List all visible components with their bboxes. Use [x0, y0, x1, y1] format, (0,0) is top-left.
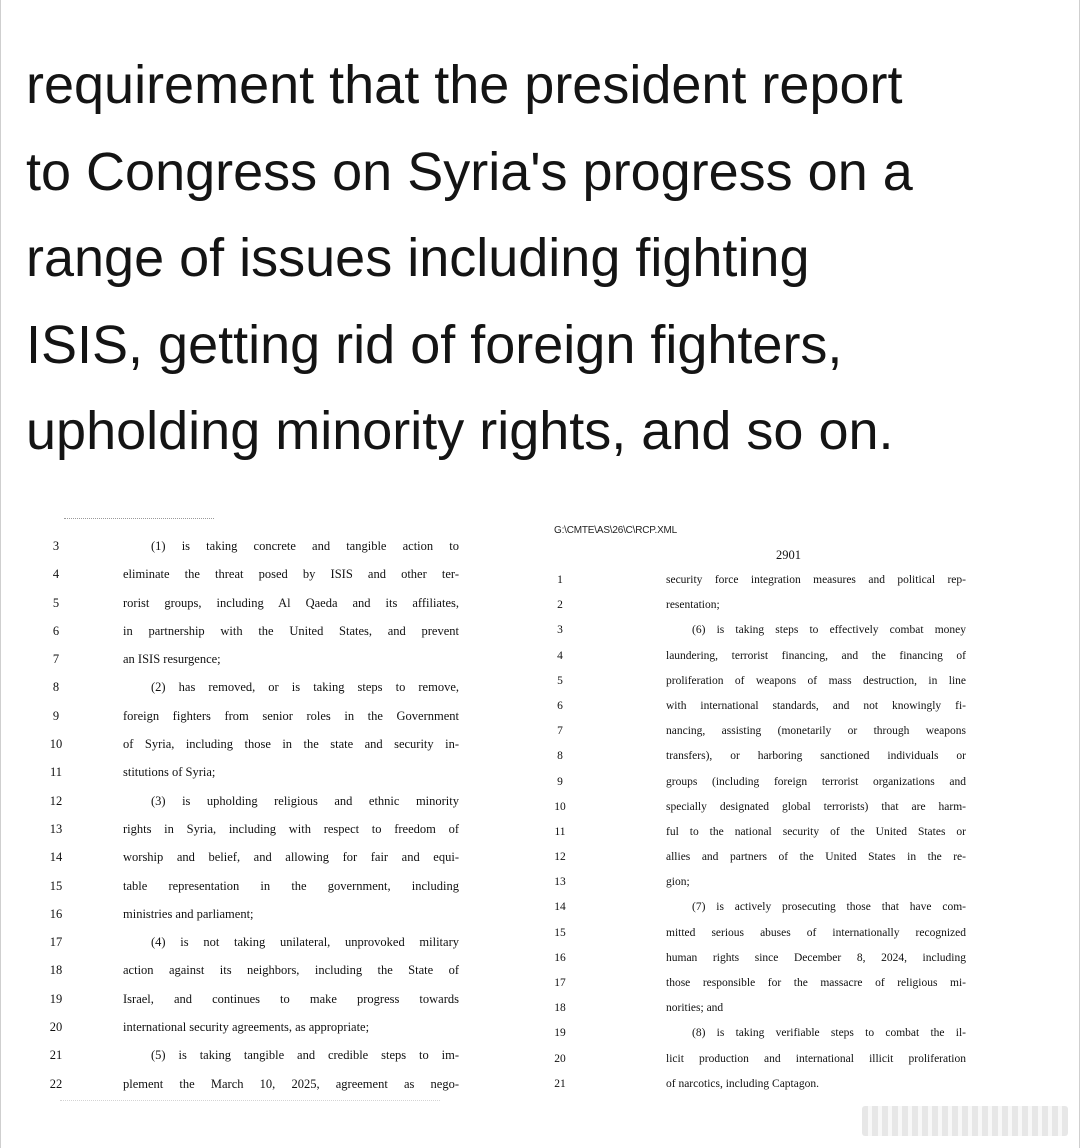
line-number: 8 [557, 750, 563, 763]
line-number: 22 [49, 1076, 63, 1091]
line-number: 11 [554, 825, 566, 838]
page-number: 2901 [776, 548, 801, 562]
line-number: 3 [557, 624, 563, 637]
headline-line: to Congress on Syria's progress on a [26, 141, 913, 202]
line-number: 19 [554, 1027, 566, 1040]
line-number: 20 [554, 1052, 566, 1065]
line-number: 3 [52, 539, 60, 553]
line-text: (5) is taking tangible and credible steps to im- [151, 1048, 459, 1063]
line-text: groups (including foreign terrorist organizations and [666, 775, 966, 788]
line-number: 16 [49, 906, 63, 921]
line-number: 15 [554, 926, 566, 939]
line-text: licit production and international illicit proliferation [666, 1052, 966, 1065]
line-number: 9 [52, 708, 60, 723]
line-text: specially designated global terrorists) that are harm- [666, 800, 966, 813]
line-number: 13 [49, 821, 63, 836]
line-number: 9 [557, 775, 563, 788]
line-number: 20 [49, 1020, 63, 1035]
line-number: 18 [554, 1002, 566, 1015]
line-number: 4 [557, 649, 563, 662]
line-number: 7 [557, 725, 563, 738]
line-number: 7 [52, 652, 60, 667]
post-headline [26, 42, 1066, 475]
line-number: 12 [49, 793, 63, 808]
line-text: proliferation of weapons of mass destruction, in line [666, 674, 966, 687]
line-number: 21 [554, 1077, 566, 1090]
line-text: (4) is not taking unilateral, unprovoked military [151, 935, 459, 950]
line-number: 2 [557, 599, 563, 612]
watermark [862, 1106, 1068, 1136]
line-text: norities; and [666, 1002, 724, 1015]
line-number: 14 [554, 901, 566, 914]
document-page-left [30, 518, 500, 1118]
line-text: security force integration measures and political rep- [666, 574, 966, 586]
line-text: resentation; [666, 599, 720, 612]
headline-line: upholding minority rights, and so on. [26, 401, 894, 461]
file-path: G:\CMTE\AS\26\C\RCP.XML [554, 525, 678, 536]
line-number: 16 [554, 951, 566, 964]
line-number: 4 [52, 567, 60, 582]
line-text: eliminate the threat posed by ISIS and other ter- [123, 567, 459, 582]
line-text: an ISIS resurgence; [123, 652, 221, 667]
line-text: (1) is taking concrete and tangible action to [151, 539, 459, 553]
line-number: 5 [557, 674, 563, 687]
line-number: 12 [554, 851, 566, 864]
line-text: Israel, and continues to make progress towards [123, 991, 459, 1006]
line-text: laundering, terrorist financing, and the financing of [666, 649, 966, 662]
line-text: of narcotics, including Captagon. [666, 1077, 819, 1090]
line-text: (8) is taking verifiable steps to combat the il- [692, 1027, 966, 1040]
line-number: 18 [49, 963, 63, 978]
line-text: of Syria, including those in the state and security in- [123, 737, 459, 752]
line-text: transfers), or harboring sanctioned individuals or [666, 750, 966, 763]
line-text: rorist groups, including Al Qaeda and its affiliates, [123, 595, 459, 610]
line-text: with international standards, and not knowingly fi- [666, 699, 966, 712]
document-page-right [540, 518, 1010, 1118]
headline-line: ISIS, getting rid of foreign fighters, [26, 314, 843, 375]
cropped-header-fragment [64, 518, 214, 525]
line-number: 10 [554, 800, 566, 813]
line-text: plement the March 10, 2025, agreement as nego- [123, 1076, 459, 1091]
line-text: stitutions of Syria; [123, 765, 216, 780]
line-number: 19 [49, 991, 63, 1006]
line-text: foreign fighters from senior roles in the Government [123, 708, 459, 723]
line-text: ful to the national security of the United States or [666, 825, 966, 838]
line-text: (2) has removed, or is taking steps to remove, [151, 680, 459, 695]
line-text: in partnership with the United States, and prevent [123, 623, 459, 638]
line-number: 13 [554, 876, 566, 889]
line-number: 11 [49, 765, 63, 780]
line-number: 17 [49, 935, 63, 950]
line-number: 14 [49, 850, 63, 865]
line-number: 17 [554, 977, 566, 989]
line-text: worship and belief, and allowing for fair and equi- [123, 850, 459, 865]
line-text: allies and partners of the United States in the re- [666, 851, 966, 864]
line-text: human rights since December 8, 2024, including [666, 951, 966, 964]
line-number: 8 [52, 680, 60, 695]
line-text: mitted serious abuses of internationally recognized [666, 926, 966, 939]
line-text: international security agreements, as appropriate; [123, 1020, 370, 1035]
line-text: action against its neighbors, including the State of [123, 963, 459, 978]
line-number: 1 [557, 574, 563, 586]
line-text: nancing, assisting (monetarily or through weapons [666, 725, 966, 738]
headline-line: requirement that the president report [26, 55, 903, 115]
line-text: rights in Syria, including with respect to freedom of [123, 821, 459, 836]
line-text: (3) is upholding religious and ethnic minority [151, 793, 459, 808]
cropped-line-fragment [60, 1100, 440, 1109]
line-number: 21 [49, 1048, 63, 1063]
line-text: those responsible for the massacre of religious mi- [666, 977, 966, 989]
line-number: 6 [557, 699, 563, 712]
line-number: 10 [49, 737, 63, 752]
line-number: 6 [52, 623, 60, 638]
line-number: 15 [49, 878, 63, 893]
line-text: (6) is taking steps to effectively combat money [692, 624, 966, 637]
line-text: (7) is actively prosecuting those that have com- [692, 901, 966, 914]
line-number: 5 [52, 595, 60, 610]
line-text: gion; [666, 876, 690, 889]
line-text: table representation in the government, including [123, 878, 459, 893]
frame-border-left [0, 0, 1, 1148]
headline-line: range of issues including fighting [26, 228, 810, 288]
line-text: ministries and parliament; [123, 906, 254, 921]
